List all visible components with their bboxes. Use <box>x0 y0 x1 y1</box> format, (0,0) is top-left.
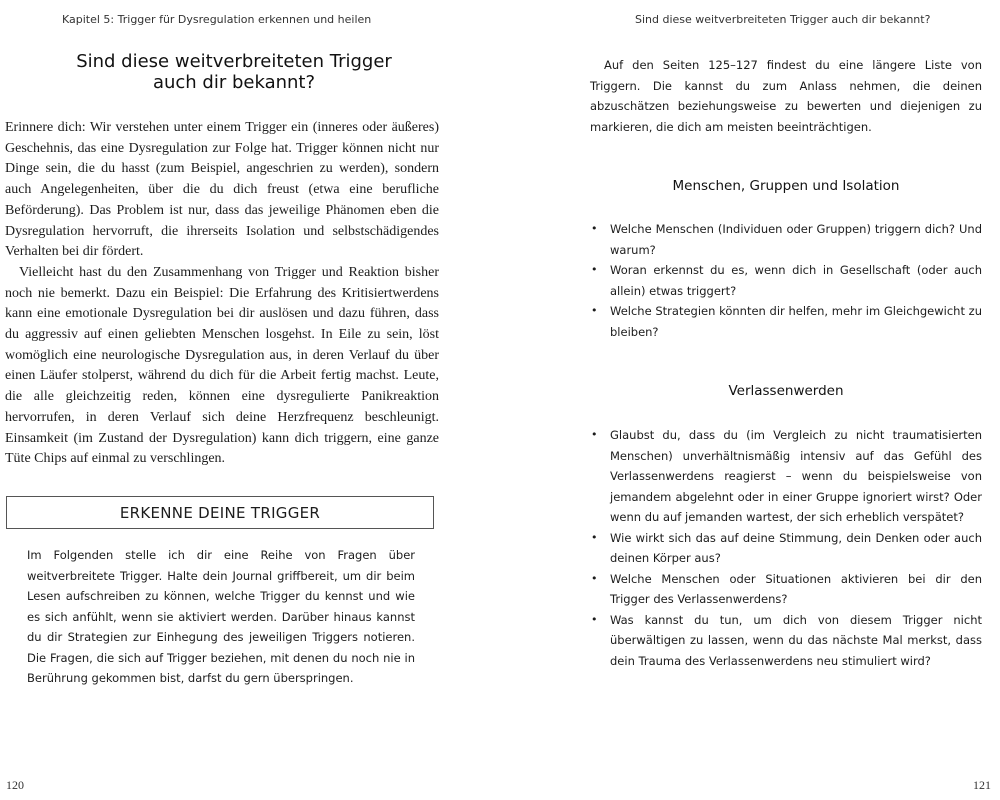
list-item: • Welche Menschen (Individuen oder Gruppen) triggern dich? Und warum? <box>590 219 982 260</box>
exercise-text <box>27 545 415 689</box>
page-number-right: 121 <box>973 778 991 792</box>
running-head-right: Sind diese weitverbreiteten Trigger auch dir bekannt? <box>635 13 931 26</box>
question-list-abandonment <box>590 425 982 671</box>
list-item: • Welche Strategien könnten dir helfen, mehr im Gleichgewicht zu bleiben? <box>590 301 982 342</box>
body-text <box>5 118 439 470</box>
question-list-people <box>590 219 982 342</box>
intro-text <box>590 55 982 137</box>
section-title-line-1: Sind diese weitverbreiteten Trigger <box>76 51 392 72</box>
list-item: • Woran erkennst du es, wenn dich in Gesellschaft (oder auch allein) etwas triggert? <box>590 260 982 301</box>
right-page <box>500 0 1000 800</box>
section-title-line-2: auch dir bekannt? <box>152 72 316 93</box>
subheading-people-groups: Menschen, Gruppen und Isolation <box>672 178 900 194</box>
exercise-box <box>6 496 434 529</box>
list-item: • Glaubst du, dass du (im Vergleich zu nicht traumatisierten Menschen) unverhältnismäßig intensiv auf das Gefühl des Verlassenwerdens reagierst – wenn du beispielsweise von jemandem abgelehnt oder in einer Gruppe ignoriert wirst? Oder wenn du auf jemanden wartest, der sich erheblich verspätet? <box>590 425 982 528</box>
page-number-left: 120 <box>6 778 24 792</box>
list-item: • Wie wirkt sich das auf deine Stimmung, dein Denken oder auch deinen Körper aus? <box>590 528 982 569</box>
list-item: • Was kannst du tun, um dich von diesem Trigger nicht überwältigen zu lassen, wenn du das nächste Mal merkst, dass dein Trauma des Verlassenwerdens neu stimuliert wird? <box>590 610 982 672</box>
running-head-left: Kapitel 5: Trigger für Dysregulation erkennen und heilen <box>62 13 372 26</box>
paragraph: Erinnere dich: Wir verstehen unter einem Trigger ein (inneres oder äußeres) Geschehnis, das eine Dysregulation zur Folge hat. Trigger können nicht nur Dinge sein, die du hasst (zum Beispiel, angeschrien zu werden), sondern auch Angelegenheiten, über die du dich freust (etwa eine berufliche Beförderung). Das Problem ist nur, dass das jeweilige Phänomen eben die Dysregulation hervorruft, die ihrerseits Isolation und selbstschädigendes Verhalten bei dir fördert. <box>5 120 439 260</box>
paragraph: Vielleicht hast du den Zusammenhang von Trigger und Reaktion bisher noch nie bemerkt. Dazu ein Beispiel: Die Erfahrung des Kritisiertwerdens kann eine emotionale Dysregulation bei dir auslösen und dazu führen, dass du aggressiv auf einen geliebten Menschen losgehst. In Eile zu sein, löst womöglich eine neurologische Dysregulation aus, in deren Verlauf du über einen Läufer stolperst, während du dich für die Arbeit fertig machst. Leute, die alle gleichzeitig reden, können eine dysregulierte Panikreaktion hervorrufen, in deren Verlauf sich deine Herzfrequenz beschleunigt. Einsamkeit (im Zustand der Dysregulation) kann dich triggern, eine ganze Tüte Chips auf einmal zu verschlingen. <box>5 264 439 467</box>
intro-paragraph: Auf den Seiten 125–127 findest du eine längere Liste von Triggern. Die kannst du zum Anlass nehmen, die deinen abzuschätzen beziehungsweise zu bewerten und diejenigen zu markieren, die dich am meisten beeinträchtigen. <box>590 58 982 134</box>
list-item: • Welche Menschen oder Situationen aktivieren bei dir den Trigger des Verlassenwerdens? <box>590 569 982 610</box>
exercise-box-title: ERKENNE DEINE TRIGGER <box>119 503 321 522</box>
subheading-abandonment: Verlassenwerden <box>728 383 844 399</box>
exercise-paragraph: Im Folgenden stelle ich dir eine Reihe von Fragen über weitverbreitete Trigger. Halte dein Journal griffbereit, um dir beim Lesen aufschreiben zu können, welche Trigger du kennst und wie es sich anfühlt, wenn sie aktiviert werden. Darüber hinaus kannst du dir Strategien zur Einhegung des jeweiligen Triggers notieren. Die Fragen, die sich auf Trigger beziehen, mit denen du noch nie in Berührung gekommen bist, darfst du gern überspringen. <box>27 548 415 685</box>
section-title <box>20 51 448 93</box>
